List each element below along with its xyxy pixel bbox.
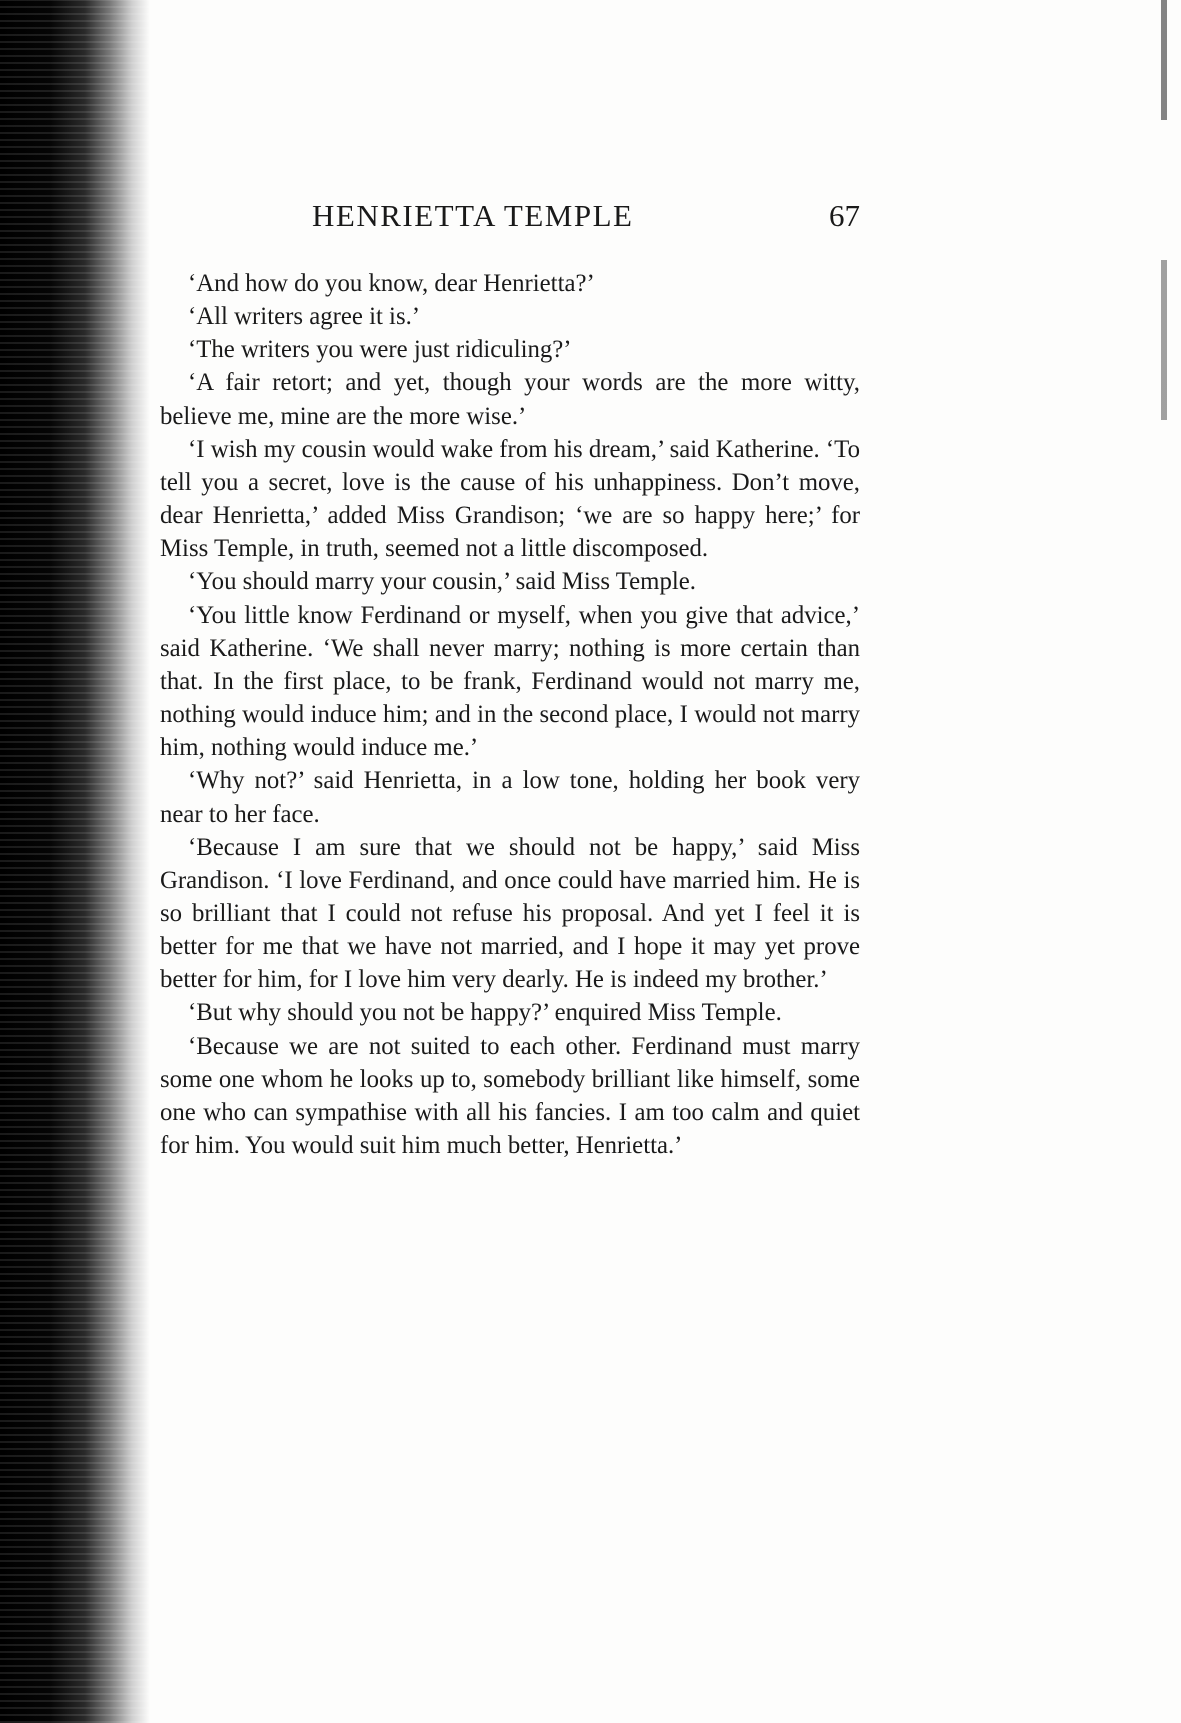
paragraph: ‘All writers agree it is.’: [188, 303, 421, 331]
paragraph: ‘I wish my cousin would wake from his dream,’ said Katherine. ‘To tell you a secret, love is the cause of his unhappiness. Don’t move, dear Henrietta,’ added Miss Grandison; ‘we are so happy here;’ for Miss Temple, in truth, seemed not a little discomposed.: [160, 435, 860, 563]
page-number: 67: [829, 198, 860, 233]
scan-edge-marks: [1161, 0, 1167, 1723]
running-title: HENRIETTA TEMPLE: [312, 198, 634, 233]
running-head: [160, 198, 860, 248]
paragraph: ‘But why should you not be happy?’ enquired Miss Temple.: [188, 999, 782, 1027]
body-text: [160, 267, 860, 1162]
paragraph: ‘Because I am sure that we should not be happy,’ said Miss Grandison. ‘I love Ferdinand, and once could have married him. He is so brilliant that I could not refuse his proposal. And yet I feel it is better for me that we have not married, and I hope it may yet prove better for him, for I love him very dearly. He is indeed my brother.’: [160, 833, 860, 994]
paragraph: ‘A fair retort; and yet, though your words are the more witty, believe me, mine are the more wise.’: [160, 369, 860, 430]
paragraph: ‘The writers you were just ridiculing?’: [188, 336, 572, 364]
paragraph: ‘Why not?’ said Henrietta, in a low tone, holding her book very near to her face.: [160, 767, 860, 828]
binding-shadow: [0, 0, 150, 1723]
paragraph: ‘You should marry your cousin,’ said Miss Temple.: [188, 568, 696, 596]
paragraph: ‘You little know Ferdinand or myself, when you give that advice,’ said Katherine. ‘We shall never marry; nothing is more certain than that. In the first place, to be frank, Ferdinand would not marry me, nothing would induce him; and in the second place, I would not marry him, nothing would induce me.’: [160, 601, 860, 762]
paragraph: ‘Because we are not suited to each other. Ferdinand must marry some one whom he looks up to, somebody brilliant like himself, some one who can sympathise with all his fancies. I am too calm and quiet for him. You would suit him much better, Henrietta.’: [160, 1032, 860, 1160]
paragraph: ‘And how do you know, dear Henrietta?’: [188, 270, 595, 297]
